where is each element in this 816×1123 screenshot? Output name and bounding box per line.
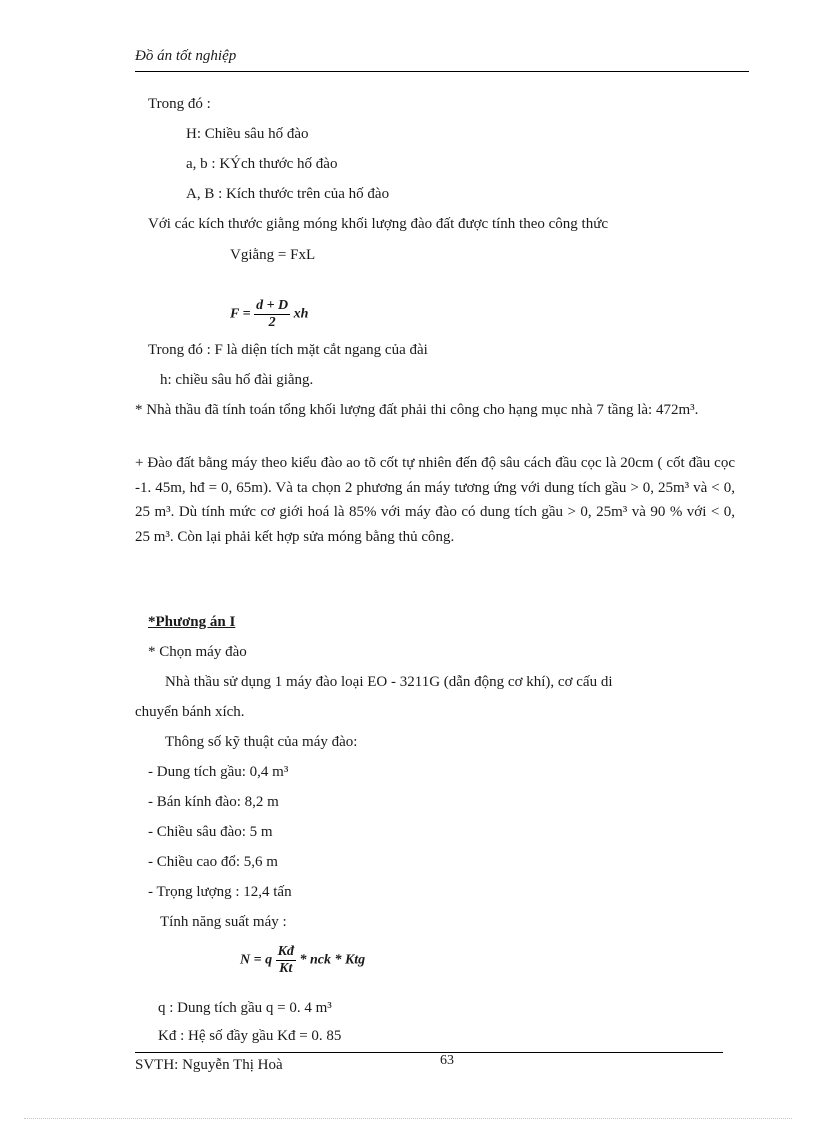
formula-N-fraction <box>276 944 296 977</box>
line-intro-formula: Với các kích thước giằng móng khối lượng đào đất được tính theo công thức <box>148 216 608 232</box>
line-q-definition: q : Dung tích gầu q = 0. 4 m³ <box>158 1000 332 1016</box>
formula-N-denominator: Kt <box>279 961 293 976</box>
formula-F <box>230 298 308 331</box>
header-title: Đồ án tốt nghiệp <box>135 48 237 64</box>
formula-F-rhs: xh <box>293 306 309 322</box>
spec-weight: - Trọng lượng : 12,4 tấn <box>148 884 292 900</box>
spec-depth: - Chiều sâu đào: 5 m <box>148 824 273 840</box>
line-contractor-machine: Nhà thầu sử dụng 1 máy đào loại EO - 3211G (dẫn động cơ khí), cơ cấu di <box>165 674 613 690</box>
line-h-definition: H: Chiều sâu hố đào <box>186 126 309 142</box>
line-vgiang: Vgiằng = FxL <box>230 247 316 263</box>
spec-radius: - Bán kính đào: 8,2 m <box>148 794 279 810</box>
formula-F-lhs: F = <box>230 306 251 322</box>
header-rule <box>135 71 749 72</box>
formula-N-numerator: Kđ <box>277 944 294 959</box>
formula-N-rhs: * nck * Ktg <box>299 952 366 968</box>
heading-phuong-an-1: *Phương án I <box>148 614 236 630</box>
line-productivity: Tính năng suất máy : <box>160 914 287 930</box>
footer-rule <box>135 1052 723 1053</box>
line-trong-do: Trong đó : <box>148 96 211 112</box>
formula-N-lhs: N = q <box>240 952 273 968</box>
line-contractor-machine-cont: chuyển bánh xích. <box>135 704 245 720</box>
footer-author: SVTH: Nguyễn Thị Hoà <box>135 1057 283 1073</box>
line-kd-definition: Kđ : Hệ số đầy gầu Kđ = 0. 85 <box>158 1028 342 1044</box>
bottom-dotted-line <box>24 1118 792 1119</box>
paragraph-excavation: + Đào đất bằng máy theo kiểu đào ao tõ cốt tự nhiên đến độ sâu cách đầu cọc là 20cm ( cốt đầu cọc -1. 45m, hđ = 0, 65m). Và ta chọn 2 phương án máy tương ứng với dung tích gầu > 0, 25m³ và < 0, 25 m³. Dù tính mức cơ giới hoá là 85% với máy đào có dung tích gầu > 0, 25m³ và 90 % với < 0, 25 m³. Còn lại phải kết hợp sửa móng bằng thủ công. <box>135 455 735 545</box>
formula-F-fraction <box>254 298 290 331</box>
line-ab-definition: a, b : KÝch thước hố đào <box>186 156 338 172</box>
formula-F-denominator: 2 <box>268 315 276 330</box>
spec-dump-height: - Chiều cao đổ: 5,6 m <box>148 854 278 870</box>
spec-bucket: - Dung tích gầu: 0,4 m³ <box>148 764 289 780</box>
paragraph-total-volume: * Nhà thầu đã tính toán tổng khối lượng đất phải thi công cho hạng mục nhà 7 tầng là: 472m³. <box>135 402 699 418</box>
formula-N <box>240 944 365 977</box>
line-specs-title: Thông số kỹ thuật của máy đào: <box>165 734 358 750</box>
page-number: 63 <box>440 1053 454 1068</box>
line-h-definition-2: h: chiều sâu hố đài giằng. <box>160 372 314 388</box>
line-AB-definition: A, B : Kích thước trên của hố đào <box>186 186 390 202</box>
line-chon-may: * Chọn máy đào <box>148 644 247 660</box>
line-F-definition: Trong đó : F là diện tích mặt cắt ngang của đài <box>148 342 428 358</box>
formula-F-numerator: d + D <box>256 298 289 313</box>
